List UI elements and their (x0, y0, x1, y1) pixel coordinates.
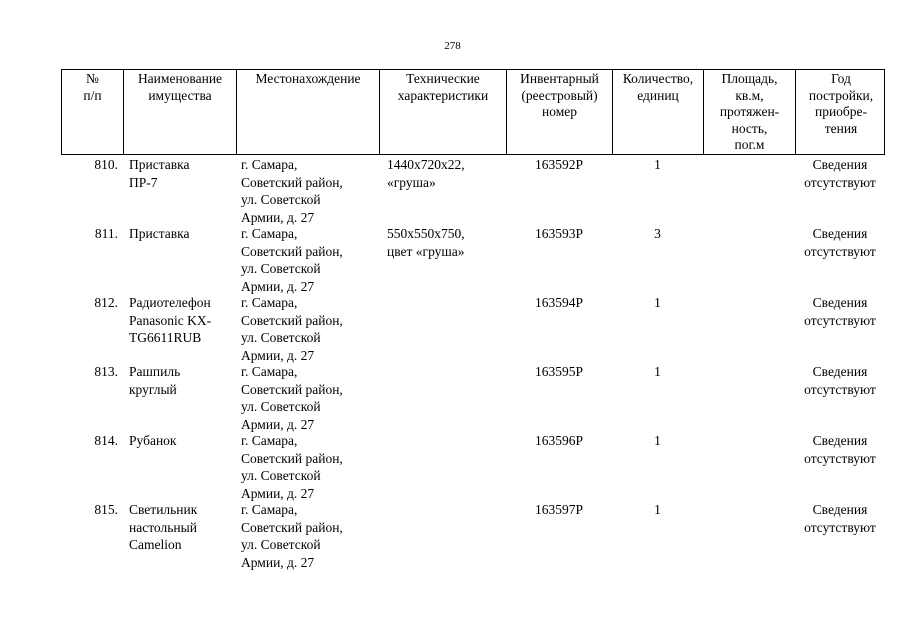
item-year: Сведения отсутствуют (804, 364, 876, 397)
row-number: 811. (94, 226, 118, 241)
item-area (703, 432, 795, 501)
item-year: Сведения отсутствуют (804, 157, 876, 190)
table-row (61, 363, 885, 432)
item-inventory-number: 163592Р (534, 157, 583, 172)
table-body (61, 156, 885, 570)
item-quantity: 1 (654, 364, 661, 379)
item-inventory-number: 163593Р (534, 226, 583, 241)
header-tech: Технические характеристики (380, 70, 507, 154)
item-name: Рубанок (129, 433, 177, 448)
item-location: г. Самара, Советский район, ул. Советской Армии, д. 27 (241, 226, 343, 294)
item-tech (379, 363, 506, 432)
item-name: Рашпиль круглый (129, 364, 181, 397)
item-area (703, 501, 795, 570)
header-num: № п/п (62, 70, 124, 154)
table-row (61, 225, 885, 294)
item-year: Сведения отсутствуют (804, 433, 876, 466)
header-area: Площадь, кв.м, протяжен- ность, пог.м (704, 70, 796, 154)
item-quantity: 1 (654, 157, 661, 172)
item-tech: 550х550х750, цвет «груша» (387, 226, 465, 259)
row-number: 812. (94, 295, 118, 310)
row-number: 810. (94, 157, 118, 172)
header-name: Наименование имущества (124, 70, 237, 154)
item-tech (379, 501, 506, 570)
table-row (61, 501, 885, 570)
header-location: Местонахождение (237, 70, 380, 154)
item-area (703, 294, 795, 363)
item-location: г. Самара, Советский район, ул. Советской Армии, д. 27 (241, 295, 343, 363)
table-row (61, 294, 885, 363)
item-year: Сведения отсутствуют (804, 226, 876, 259)
item-location: г. Самара, Советский район, ул. Советской Армии, д. 27 (241, 433, 343, 501)
item-inventory-number: 163597Р (534, 502, 583, 517)
item-name: Приставка (129, 226, 190, 241)
item-year: Сведения отсутствуют (804, 295, 876, 328)
item-inventory-number: 163596Р (534, 433, 583, 448)
row-number: 815. (94, 502, 118, 517)
item-name: Приставка ПР-7 (129, 157, 190, 190)
item-quantity: 3 (654, 226, 661, 241)
item-location: г. Самара, Советский район, ул. Советской Армии, д. 27 (241, 157, 343, 225)
header-quantity: Количество, единиц (613, 70, 704, 154)
item-area (703, 225, 795, 294)
row-number: 814. (94, 433, 118, 448)
item-tech (379, 432, 506, 501)
item-tech (379, 294, 506, 363)
item-year: Сведения отсутствуют (804, 502, 876, 535)
item-area (703, 363, 795, 432)
item-inventory-number: 163595Р (534, 364, 583, 379)
item-location: г. Самара, Советский район, ул. Советской Армии, д. 27 (241, 502, 343, 570)
header-inventory: Инвентарный (реестровый) номер (507, 70, 613, 154)
item-quantity: 1 (654, 433, 661, 448)
item-quantity: 1 (654, 295, 661, 310)
item-tech: 1440х720х22, «груша» (387, 157, 465, 190)
table-row (61, 432, 885, 501)
item-inventory-number: 163594Р (534, 295, 583, 310)
item-area (703, 156, 795, 225)
table-header (61, 69, 885, 155)
table-row (61, 156, 885, 225)
header-year: Год постройки, приобре- тения (808, 71, 874, 136)
item-name: Радиотелефон Panasonic KX- TG6611RUB (129, 295, 212, 345)
page-number: 278 (444, 40, 461, 52)
item-location: г. Самара, Советский район, ул. Советской Армии, д. 27 (241, 364, 343, 432)
item-name: Светильник настольный Camelion (129, 502, 198, 552)
row-number: 813. (94, 364, 118, 379)
item-quantity: 1 (654, 502, 661, 517)
